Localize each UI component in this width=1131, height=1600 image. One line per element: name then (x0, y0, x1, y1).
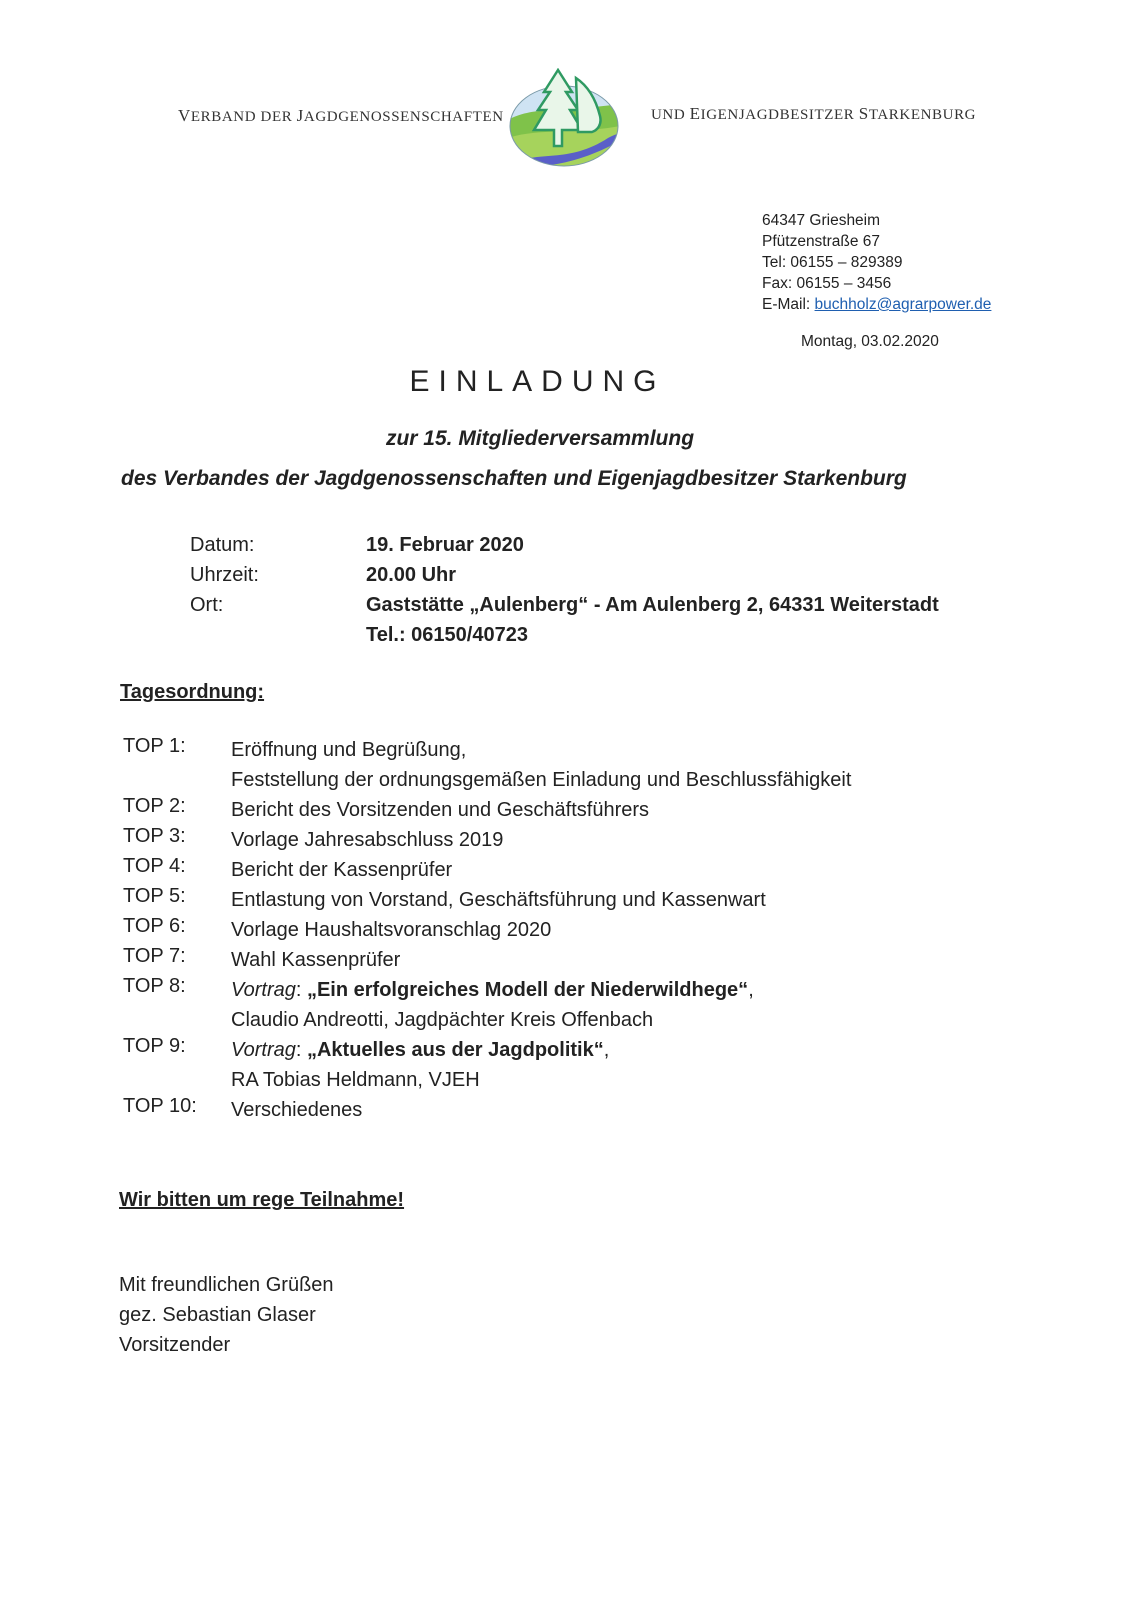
agenda-speaker: RA Tobias Heldmann, VJEH (231, 1069, 480, 1091)
participation-appeal: Wir bitten um rege Teilnahme! (119, 1189, 405, 1211)
closing-signature: gez. Sebastian Glaser (119, 1304, 316, 1326)
agenda-tail: , (603, 1039, 610, 1061)
agenda-list (123, 735, 851, 1125)
agenda-colon: : (295, 1039, 307, 1061)
detail-label: Datum: (190, 534, 255, 556)
agenda-item (123, 825, 851, 855)
agenda-item (123, 1035, 851, 1095)
agenda-number: TOP 3: (123, 825, 186, 847)
closing-greeting: Mit freundlichen Grüßen (119, 1274, 334, 1296)
agenda-number: TOP 4: (123, 855, 186, 877)
contact-email-link[interactable]: buchholz@agrarpower.de (814, 296, 992, 313)
lh-rest: ERBAND DER (190, 109, 297, 125)
agenda-topic: „Ein erfolgreiches Modell der Niederwildhege“ (306, 979, 749, 1001)
page-title: EINLADUNG (409, 365, 666, 398)
agenda-text (231, 975, 851, 1005)
agenda-number: TOP 5: (123, 885, 186, 907)
lh-rest: AGDGENOSSENSCHAFTEN (303, 109, 504, 125)
detail-label: Ort: (190, 594, 224, 616)
agenda-number: TOP 7: (123, 945, 186, 967)
agenda-vortrag: Vortrag (231, 1039, 296, 1061)
agenda-speaker: Claudio Andreotti, Jagdpächter Kreis Offenbach (231, 1009, 654, 1031)
agenda-item (123, 945, 851, 975)
agenda-number: TOP 1: (123, 735, 186, 757)
agenda-text: Entlastung von Vorstand, Geschäftsführung und Kassenwart (231, 889, 766, 911)
agenda-text: Bericht des Vorsitzenden und Geschäftsführers (231, 799, 650, 821)
contact-city: 64347 Griesheim (762, 212, 881, 229)
agenda-number: TOP 6: (123, 915, 186, 937)
association-logo (508, 68, 620, 168)
lh-cap: E (689, 104, 701, 123)
subtitle-meeting: zur 15. Mitgliederversammlung (385, 427, 695, 450)
agenda-item (123, 915, 851, 945)
contact-email-label: E-Mail: (762, 296, 815, 313)
contact-street: Pfützenstraße 67 (762, 233, 881, 250)
lh-rest: TARKENBURG (868, 107, 977, 123)
agenda-number: TOP 2: (123, 795, 186, 817)
letterhead (0, 62, 1131, 172)
subtitle-association: des Verbandes der Jagdgenossenschaften und Eigenjagdbesitzer Starkenburg (121, 467, 907, 490)
agenda-text: Verschiedenes (231, 1099, 363, 1121)
contact-email-line (762, 294, 991, 315)
detail-label: Uhrzeit: (190, 564, 259, 586)
agenda-item (123, 855, 851, 885)
letter-date: Montag, 03.02.2020 (801, 333, 939, 350)
letterhead-right-text (651, 104, 976, 124)
agenda-number: TOP 9: (123, 1035, 186, 1057)
agenda-number: TOP 8: (123, 975, 186, 997)
closing-role: Vorsitzender (119, 1334, 231, 1356)
detail-value: 20.00 Uhr (366, 564, 457, 586)
agenda-heading: Tagesordnung: (120, 681, 265, 703)
contact-tel: Tel: 06155 – 829389 (762, 254, 903, 271)
agenda-text: Feststellung der ordnungsgemäßen Einladung und Beschlussfähigkeit (231, 769, 852, 791)
closing-block (119, 1270, 334, 1360)
lh-cap: S (858, 104, 869, 123)
agenda-text (231, 1035, 851, 1065)
agenda-item (123, 1095, 851, 1125)
agenda-colon: : (295, 979, 307, 1001)
agenda-vortrag: Vortrag (231, 979, 296, 1001)
lh-rest: IGENJAGDBESITZER (700, 107, 859, 123)
contact-block (762, 210, 991, 315)
agenda-number: TOP 10: (123, 1095, 197, 1117)
detail-value: 19. Februar 2020 (366, 534, 524, 556)
lh-cap: J (296, 106, 304, 125)
agenda-text: Eröffnung und Begrüßung, (231, 739, 467, 761)
detail-value: Gaststätte „Aulenberg“ - Am Aulenberg 2, 64331 Weiterstadt (366, 594, 939, 616)
agenda-text: Vorlage Haushaltsvoranschlag 2020 (231, 919, 552, 941)
agenda-text: Wahl Kassenprüfer (231, 949, 401, 971)
agenda-item (123, 735, 851, 795)
lh-cap: V (178, 106, 191, 125)
agenda-item (123, 885, 851, 915)
agenda-topic: „Aktuelles aus der Jagdpolitik“ (306, 1039, 604, 1061)
lh-rest: UND (651, 107, 690, 123)
contact-fax: Fax: 06155 – 3456 (762, 275, 892, 292)
agenda-item (123, 975, 851, 1035)
agenda-text: Vorlage Jahresabschluss 2019 (231, 829, 504, 851)
letterhead-left-text (178, 106, 504, 126)
agenda-text: Bericht der Kassenprüfer (231, 859, 453, 881)
agenda-item (123, 795, 851, 825)
agenda-tail: , (748, 979, 754, 1001)
detail-value: Tel.: 06150/40723 (366, 624, 528, 646)
